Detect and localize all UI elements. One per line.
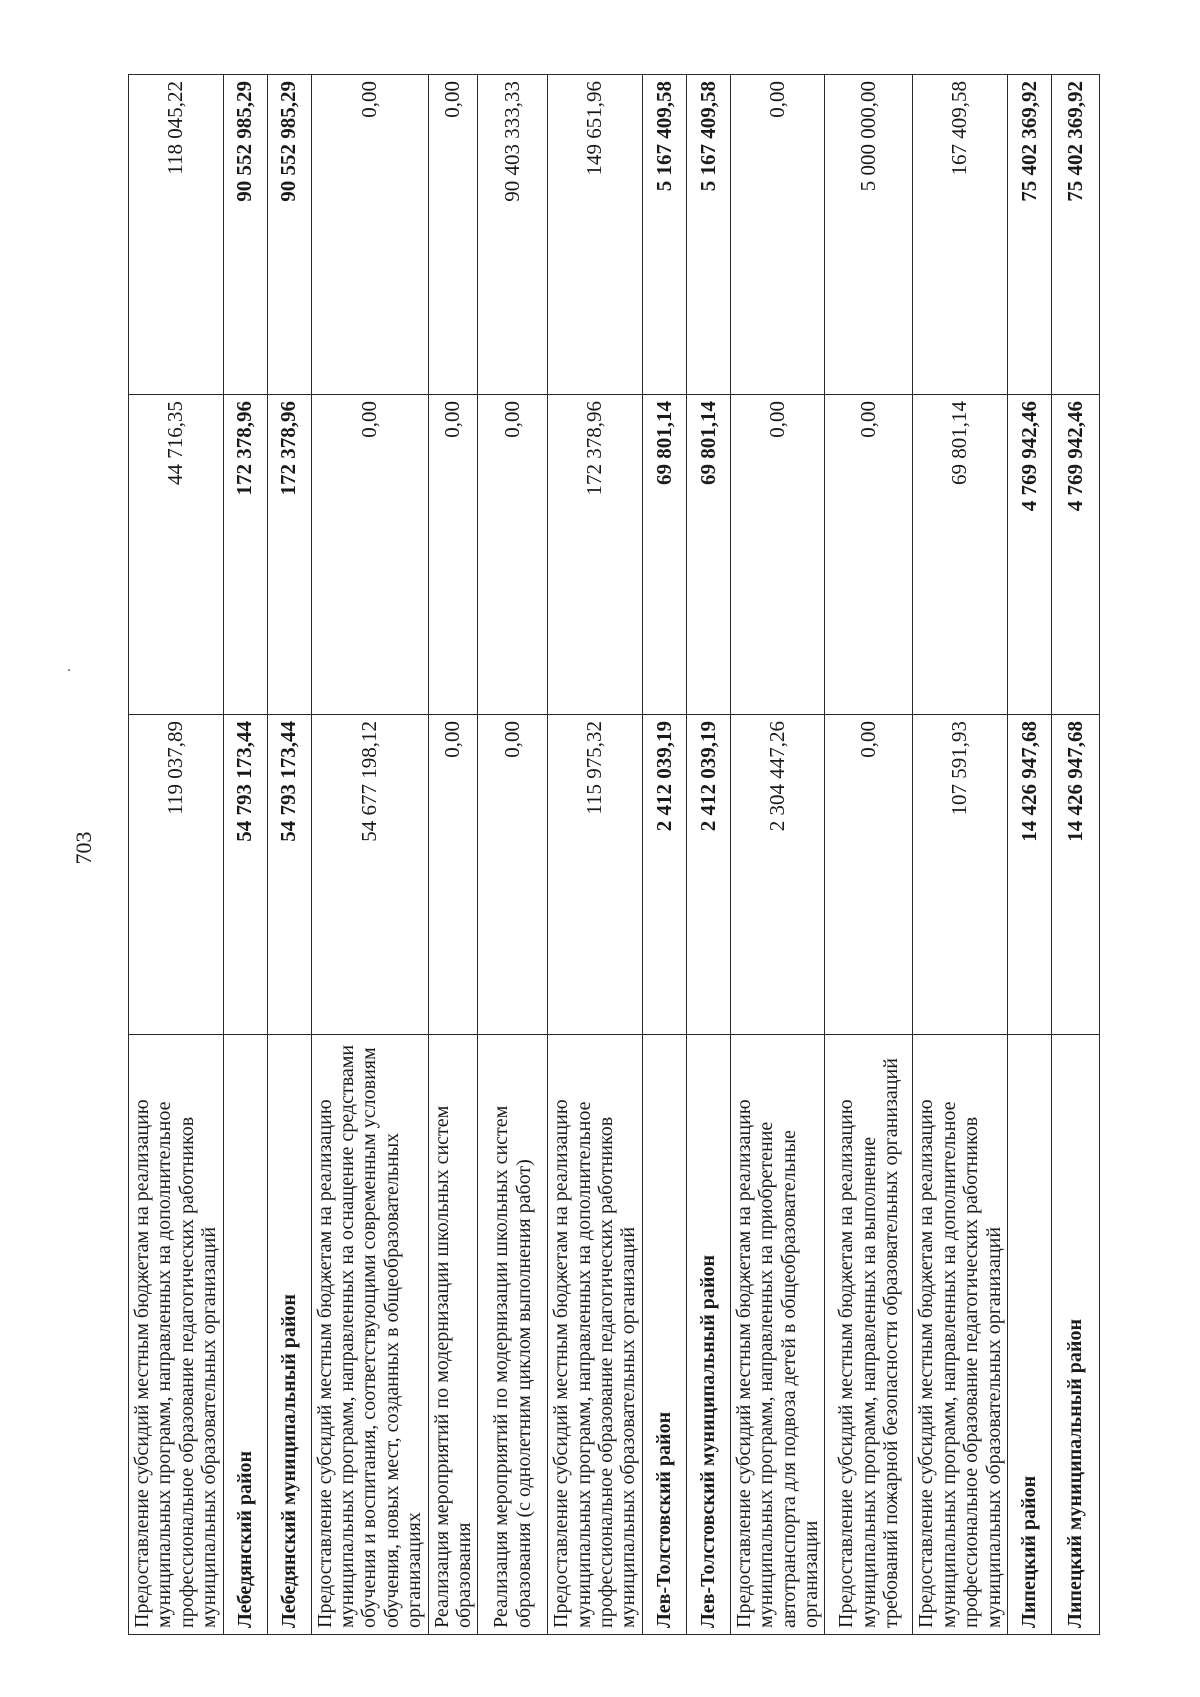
amount-cell-3: 90 403 333,33 — [478, 75, 548, 395]
table-row — [825, 75, 913, 1635]
amount-cell-3: 118 045,22 — [129, 75, 224, 395]
amount-cell-1: 54 793 173,44 — [267, 715, 311, 1035]
amount-cell-2: 69 801,14 — [913, 395, 1008, 715]
amount-cell-3: 167 409,58 — [913, 75, 1008, 395]
amount-cell-2: 0,00 — [428, 395, 478, 715]
amount-cell-3: 0,00 — [428, 75, 478, 395]
page-number: 703 — [71, 831, 96, 865]
amount-cell-2: 69 801,14 — [686, 395, 730, 715]
table-row — [478, 75, 548, 1635]
table-row — [730, 75, 825, 1635]
amount-cell-1: 14 426 947,68 — [1051, 715, 1099, 1035]
row-name-cell: Лебедянский муниципальный район — [267, 1035, 311, 1635]
row-name-cell: Предоставление субсидий местным бюджетам на реализацию муниципальных программ, направленных на дополнительное профессиональное образование педагогических работников муниципальных образовательных организаций — [129, 1035, 224, 1635]
amount-cell-3: 90 552 985,29 — [267, 75, 311, 395]
amount-cell-2: 0,00 — [730, 395, 825, 715]
row-name-cell: Предоставление субсидий местным бюджетам на реализацию муниципальных программ, направленных на дополнительное профессиональное образование педагогических работников муниципальных образовательных организаций — [913, 1035, 1008, 1635]
amount-cell-3: 5 167 409,58 — [642, 75, 686, 395]
amount-cell-1: 115 975,32 — [548, 715, 643, 1035]
row-name-cell: Липецкий район — [1007, 1035, 1051, 1635]
row-name-cell: Предоставление субсидий местным бюджетам на реализацию муниципальных программ, направленных на оснащение средствами обучения и воспитания, соответствующими современным условиям обучения, новых мест, созданных в общеобразовательных организациях — [311, 1035, 428, 1635]
amount-cell-1: 54 677 198,12 — [311, 715, 428, 1035]
row-name-cell: Предоставление субсидий местным бюджетам на реализацию муниципальных программ, направленных на приобретение автотранспорта для подвоза детей в общеобразовательные организации — [730, 1035, 825, 1635]
table-row — [1007, 75, 1051, 1635]
table-body — [129, 75, 1100, 1635]
table-row — [129, 75, 224, 1635]
row-name-cell: Лев-Толстовский район — [642, 1035, 686, 1635]
amount-cell-2: 44 716,35 — [129, 395, 224, 715]
amount-cell-1: 2 412 039,19 — [686, 715, 730, 1035]
scan-speck — [68, 669, 70, 671]
amount-cell-3: 5 167 409,58 — [686, 75, 730, 395]
amount-cell-1: 54 793 173,44 — [223, 715, 267, 1035]
amount-cell-2: 69 801,14 — [642, 395, 686, 715]
amount-cell-3: 5 000 000,00 — [825, 75, 913, 395]
rotated-table-container — [128, 75, 1087, 1635]
amount-cell-3: 75 402 369,92 — [1007, 75, 1051, 395]
table-row — [267, 75, 311, 1635]
table-row — [1051, 75, 1099, 1635]
amount-cell-3: 149 651,96 — [548, 75, 643, 395]
row-name-cell: Липецкий муниципальный район — [1051, 1035, 1099, 1635]
amount-cell-3: 0,00 — [311, 75, 428, 395]
amount-cell-2: 0,00 — [478, 395, 548, 715]
amount-cell-2: 4 769 942,46 — [1007, 395, 1051, 715]
amount-cell-3: 90 552 985,29 — [223, 75, 267, 395]
row-name-cell: Предоставление субсидий местным бюджетам на реализацию муниципальных программ, направленных на дополнительное профессиональное образование педагогических работников муниципальных образовательных организаций — [548, 1035, 643, 1635]
table-row — [223, 75, 267, 1635]
amount-cell-1: 0,00 — [825, 715, 913, 1035]
amount-cell-2: 172 378,96 — [223, 395, 267, 715]
amount-cell-3: 0,00 — [730, 75, 825, 395]
amount-cell-1: 119 037,89 — [129, 715, 224, 1035]
table-row — [311, 75, 428, 1635]
amount-cell-2: 0,00 — [311, 395, 428, 715]
amount-cell-2: 4 769 942,46 — [1051, 395, 1099, 715]
row-name-cell: Лев-Толстовский муниципальный район — [686, 1035, 730, 1635]
amount-cell-1: 2 304 447,26 — [730, 715, 825, 1035]
amount-cell-2: 172 378,96 — [267, 395, 311, 715]
budget-table — [128, 74, 1100, 1635]
row-name-cell: Реализация мероприятий по модернизации школьных систем образования — [428, 1035, 478, 1635]
amount-cell-2: 172 378,96 — [548, 395, 643, 715]
row-name-cell: Лебедянский район — [223, 1035, 267, 1635]
row-name-cell: Предоставление субсидий местным бюджетам на реализацию муниципальных программ, направленных на выполнение требований пожарной безопасности образовательных организаций — [825, 1035, 913, 1635]
amount-cell-1: 0,00 — [478, 715, 548, 1035]
row-name-cell: Реализация мероприятий по модернизации школьных систем образования (с однолетним циклом выполнения работ) — [478, 1035, 548, 1635]
table-row — [548, 75, 643, 1635]
amount-cell-1: 107 591,93 — [913, 715, 1008, 1035]
amount-cell-2: 0,00 — [825, 395, 913, 715]
table-row — [686, 75, 730, 1635]
amount-cell-1: 2 412 039,19 — [642, 715, 686, 1035]
table-row — [642, 75, 686, 1635]
amount-cell-1: 14 426 947,68 — [1007, 715, 1051, 1035]
table-row — [428, 75, 478, 1635]
amount-cell-3: 75 402 369,92 — [1051, 75, 1099, 395]
table-row — [913, 75, 1008, 1635]
amount-cell-1: 0,00 — [428, 715, 478, 1035]
